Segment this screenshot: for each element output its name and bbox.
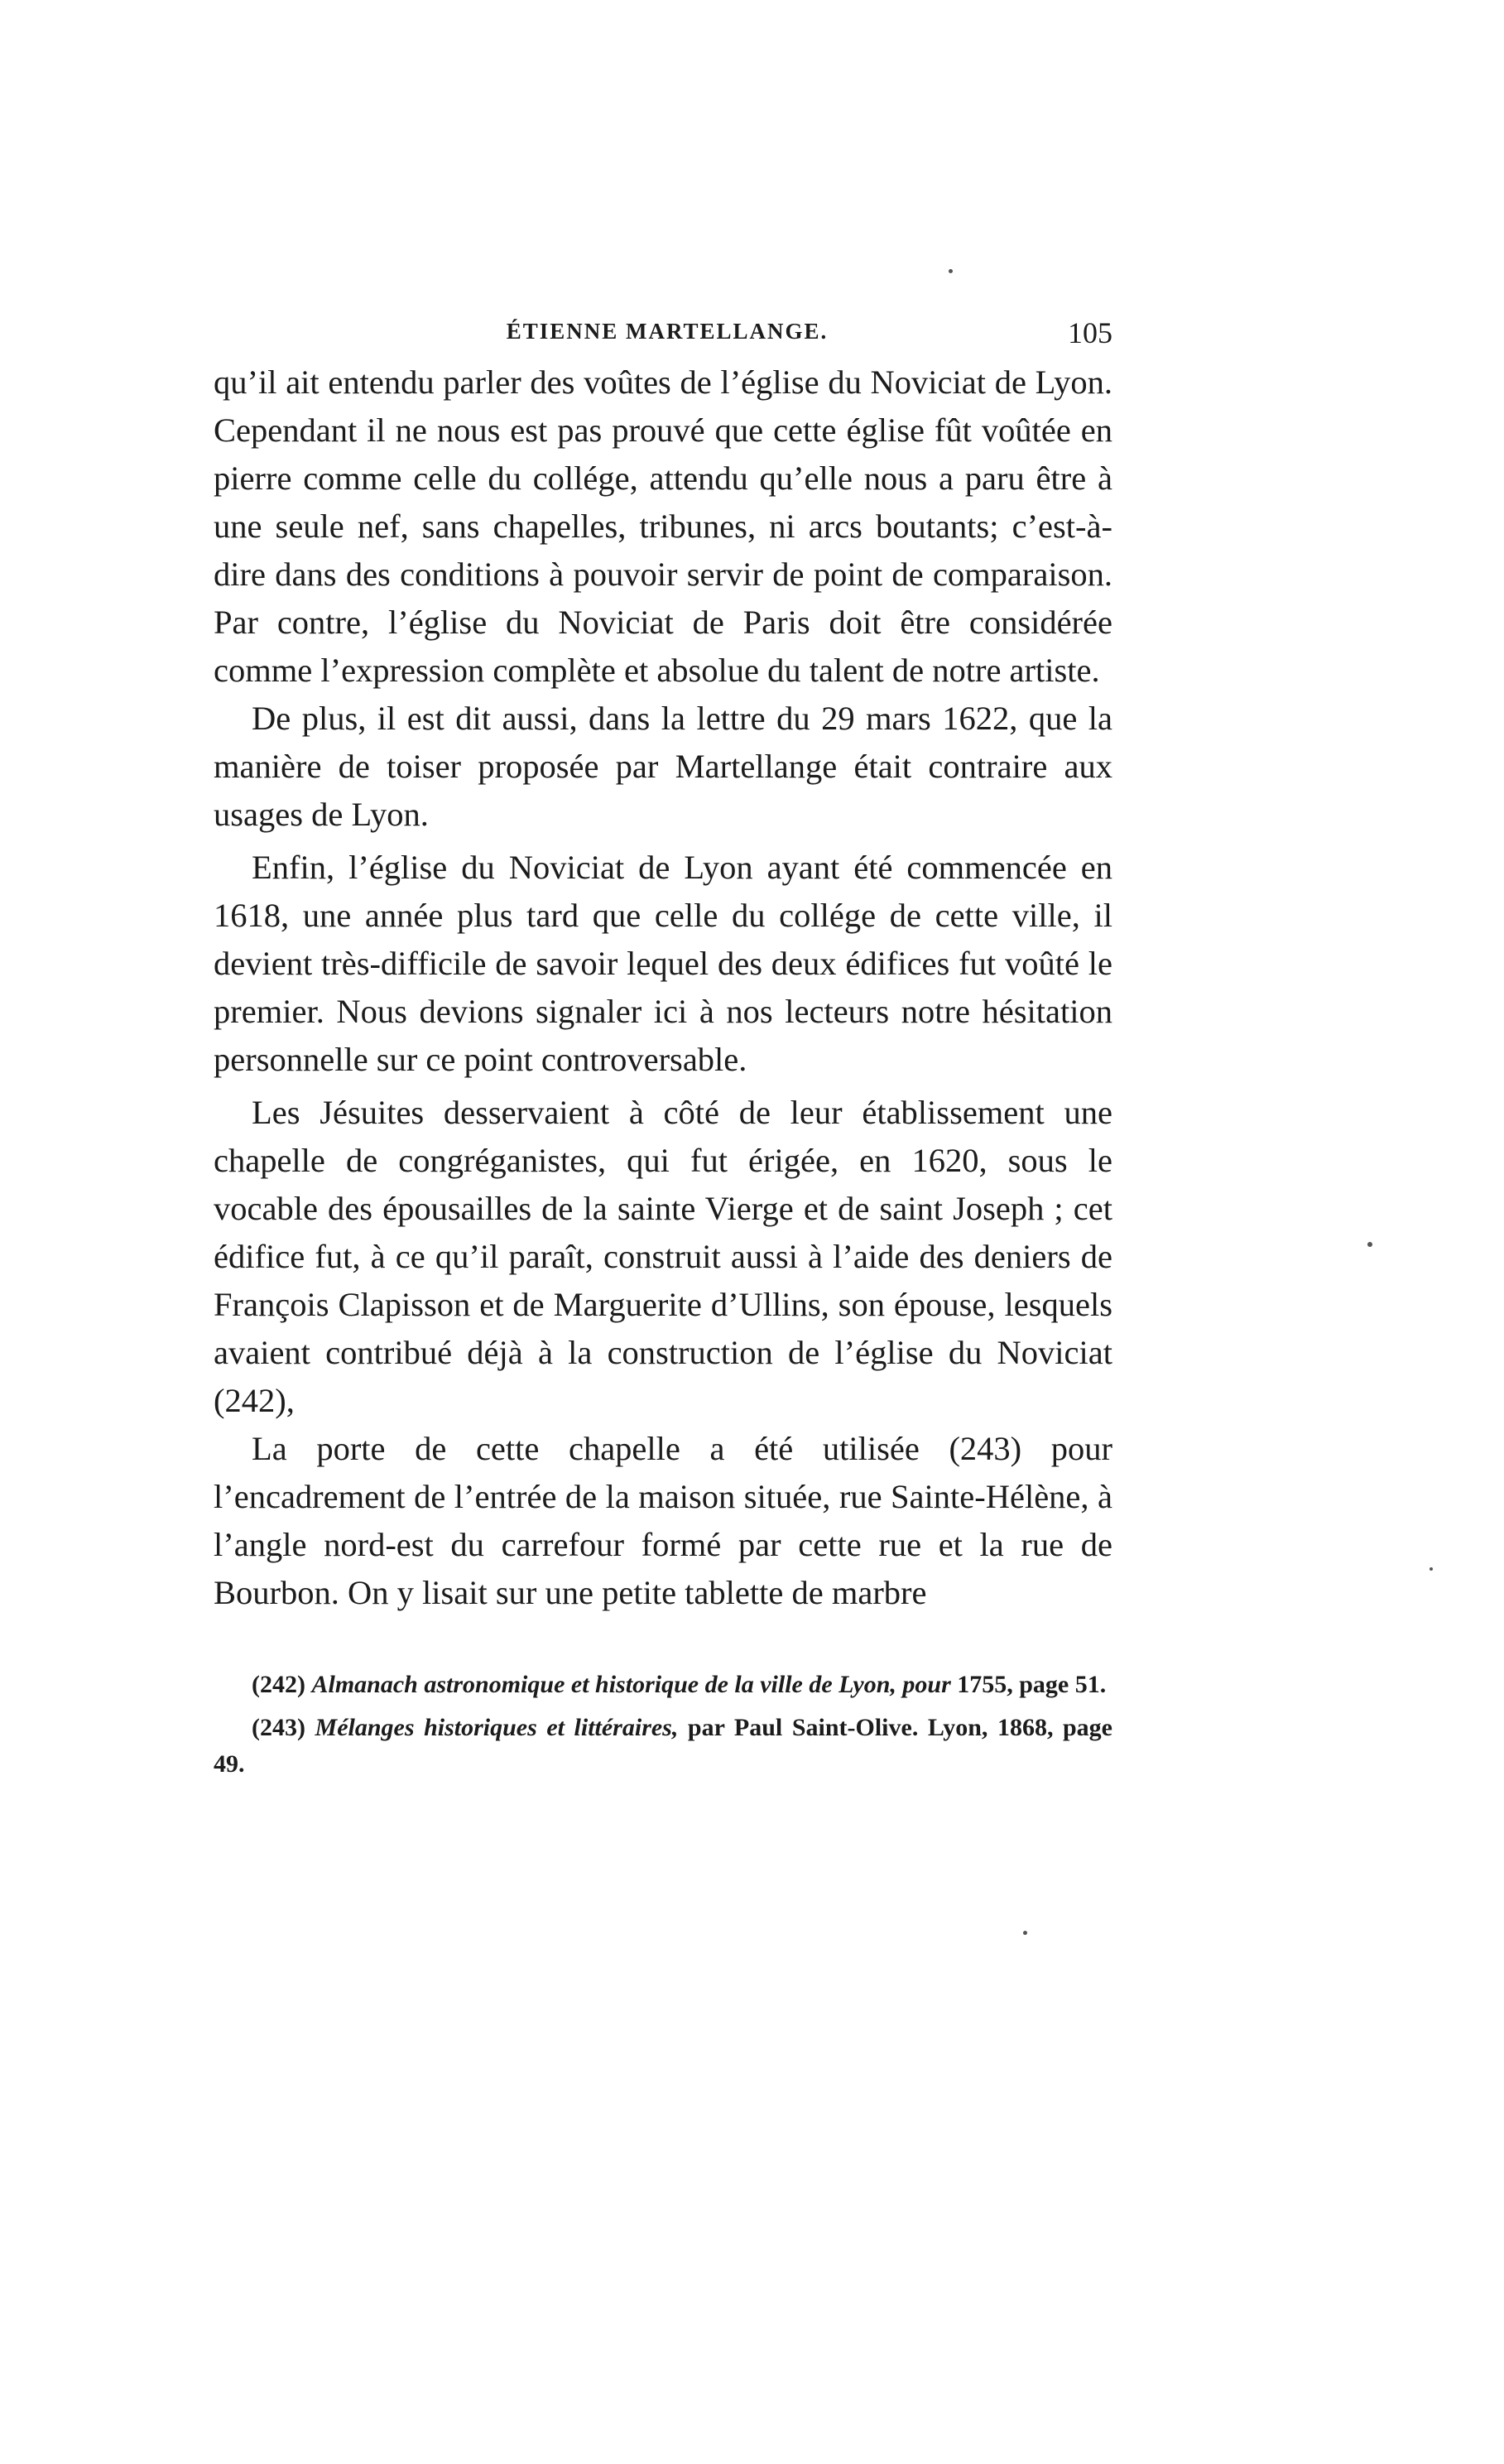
- body-text: [214, 359, 1112, 1617]
- page-number: 105: [1068, 316, 1112, 349]
- paper-speck: [1023, 1931, 1027, 1935]
- footnote-ref: (242): [252, 1671, 305, 1698]
- book-page: [214, 316, 1112, 1789]
- footnote-detail: 1755, page 51.: [957, 1671, 1107, 1698]
- paper-speck: [1430, 1567, 1433, 1571]
- paragraph-4: Les Jésuites desservaient à côté de leur établissement une chapelle de congréganistes, qui fut érigée, en 1620, sous le vocable des épousailles de la sainte Vierge et de saint Joseph ; cet édifice fut, à ce qu’il paraît, construit aussi à l’aide des deniers de François Clapisson et de Marguerite d’Ullins, son épouse, lesquels avaient contribué déjà à la construction de l’église du Noviciat (242),: [214, 1094, 1112, 1419]
- footnote-detail: par Paul Saint-Olive. Lyon, 1868, page 49.: [214, 1714, 1112, 1778]
- paragraph-3: Enfin, l’église du Noviciat de Lyon ayant été commencée en 1618, une année plus tard que celle du collége de cette ville, il devient très-difficile de savoir lequel des deux édifices fut voûté le premier. Nous devions signaler ici à nos lecteurs notre hésitation personnelle sur ce point controversable.: [214, 849, 1112, 1078]
- paragraph-2: De plus, il est dit aussi, dans la lettre du 29 mars 1622, que la manière de toiser proposée par Martellange était contraire aux usages de Lyon.: [214, 700, 1112, 833]
- footnote-242: [214, 1667, 1112, 1703]
- paper-speck: [1367, 1242, 1372, 1247]
- footnote-title: Almanach astronomique et historique de la ville de Lyon, pour: [311, 1671, 951, 1698]
- running-title: ÉTIENNE MARTELLANGE.: [506, 319, 829, 344]
- paragraph-1: qu’il ait entendu parler des voûtes de l’église du Noviciat de Lyon. Cependant il ne nous est pas prouvé que cette église fût voûtée en pierre comme celle du collége, attendu qu’elle nous a paru être à une seule nef, sans chapelles, tribunes, ni arcs boutants; c’est-à-dire dans des conditions à pouvoir servir de point de comparaison. Par contre, l’église du Noviciat de Paris doit être considérée comme l’expression complète et absolue du talent de notre artiste.: [214, 363, 1112, 689]
- footnote-243: [214, 1710, 1112, 1783]
- footnotes: [214, 1667, 1112, 1783]
- footnote-title: Mélanges historiques et littéraires,: [315, 1714, 679, 1741]
- footnote-ref: (243): [252, 1714, 305, 1741]
- paper-speck: [949, 269, 953, 273]
- paragraph-5: La porte de cette chapelle a été utilisée (243) pour l’encadrement de l’entrée de la maison située, rue Sainte-Hélène, à l’angle nord-est du carrefour formé par cette rue et la rue de Bourbon. On y lisait sur une petite tablette de marbre: [214, 1430, 1112, 1611]
- running-head: [214, 316, 1112, 355]
